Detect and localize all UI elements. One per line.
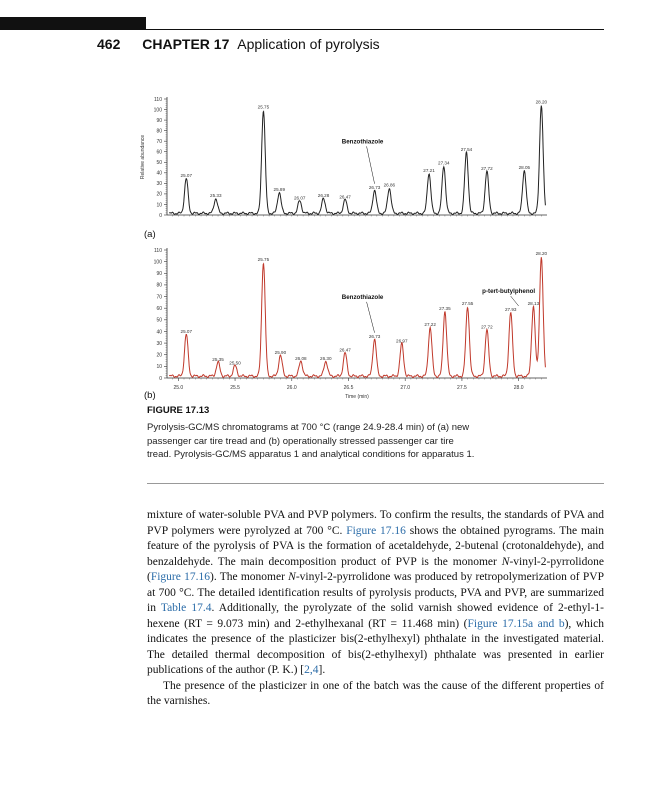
x-tick-label: 26.5	[343, 385, 354, 391]
peak-label: 28.20	[535, 251, 548, 257]
x-tick-label: 26.0	[286, 385, 297, 391]
y-tick-label: 10	[156, 202, 162, 209]
y-tick-label: 70	[156, 138, 162, 145]
peak-label: 26.28	[317, 193, 330, 199]
y-tick-label: 10	[156, 364, 162, 371]
italic-text: N	[501, 555, 510, 568]
peak-label: 27.55	[461, 301, 474, 307]
y-tick-label: 30	[156, 181, 162, 188]
y-tick-label: 60	[156, 149, 162, 156]
paragraph-2: The presence of the plasticizer in one of the batch was the cause of the different properties of the varnishes.	[147, 679, 604, 707]
peak-label: 27.35	[439, 305, 451, 311]
peak-label: 25.07	[180, 173, 193, 179]
chromatogram-trace	[169, 106, 545, 215]
x-tick-label: 25.5	[230, 385, 240, 391]
text-run: -vinyl-2-pyrrolidone (	[147, 555, 604, 583]
y-tick-label: 90	[156, 117, 162, 124]
y-tick-label: 90	[156, 271, 162, 278]
chapter-title: Application of pyrolysis	[237, 36, 380, 52]
x-axis-label: Time (min)	[345, 394, 369, 400]
text-run: ].	[318, 664, 326, 676]
y-tick-label: 70	[156, 294, 162, 301]
peak-annotation: p-tert-butylphenol	[482, 288, 536, 296]
caption-separator	[147, 483, 604, 484]
peak-label: 27.21	[423, 167, 435, 173]
y-tick-label: 80	[156, 128, 162, 135]
y-tick-label: 60	[156, 305, 162, 312]
y-tick-label: 50	[156, 160, 162, 167]
text-run: mixture of water-soluble PVA and PVP polymers. To confirm the results, the standards of PVA and PVP polymers were pyrolyzed at 700 °C.	[147, 509, 604, 537]
panel-label: (b)	[144, 390, 156, 400]
cross-reference-link[interactable]: Table 17.4	[160, 602, 212, 614]
chromatogram-trace	[169, 257, 545, 377]
peak-label: 26.08	[295, 355, 307, 361]
italic-text: N	[288, 571, 296, 583]
y-tick-label: 20	[156, 352, 162, 359]
peak-label: 27.34	[438, 160, 450, 166]
x-tick-label: 27.5	[457, 385, 467, 391]
peak-label: 28.13	[527, 301, 540, 307]
peak-label: 27.72	[481, 165, 493, 171]
peak-label: 27.22	[424, 322, 436, 328]
y-tick-label: 80	[156, 282, 162, 289]
peak-label: 25.89	[273, 186, 286, 192]
page-number: 462	[97, 36, 121, 52]
annotation-pointer	[511, 296, 519, 306]
text-run: shows the obtained pyrograms. The main feature of the pyrolysis of PVA is the formation of acetaldehyde, 2-butenal (crotonaldehyde), and benzaldehyde. The main decomposition product of PVP is the monomer	[147, 524, 604, 568]
y-tick-label: 50	[156, 317, 162, 324]
x-tick-label: 28.0	[513, 385, 524, 391]
y-axis-label: Relative abundance	[140, 134, 146, 180]
text-run: ), which indicates the presence of the plasticizer bis(2-ethylhexyl) phthalate in the investigated material. The detailed thermal decomposition of bis(2-ethylhexyl) phthalate was presented in earlier publications of the author (P. K.) [	[147, 617, 604, 676]
peak-label: 25.75	[257, 256, 270, 262]
text-run: ). The monomer	[209, 571, 289, 583]
figure-caption: Pyrolysis-GC/MS chromatograms at 700 °C (range 24.9-28.4 min) of (a) new passenger car tire tread and (b) operationally stressed passenger car tire tread. Pyrolysis-GC/MS apparatus 1 and analytical conditions for apparatus 1.	[147, 422, 475, 460]
body-text	[147, 508, 604, 710]
y-tick-label: 40	[156, 170, 162, 177]
peak-label: 26.30	[320, 355, 332, 361]
peak-label: 25.35	[212, 357, 224, 363]
y-tick-label: 0	[159, 375, 162, 382]
chapter-label: CHAPTER 17	[142, 36, 230, 52]
annotation-pointer	[367, 302, 375, 333]
x-tick-label: 25.0	[173, 385, 184, 391]
peak-label: 25.07	[180, 329, 193, 335]
y-tick-label: 40	[156, 329, 162, 336]
y-tick-label: 0	[159, 212, 162, 219]
peak-label: 25.50	[229, 360, 241, 366]
panel-label: (a)	[144, 229, 156, 240]
figure-label: FIGURE 17.13	[147, 405, 210, 416]
paragraph-1	[147, 508, 604, 679]
text-run: . Additionally, the pyrolyzate of the solid varnish showed evidence of 2-ethyl-1-hexene (RT = 9.073 min) and 2-ethylhexanal (RT = 11.468 min) (	[147, 602, 604, 630]
y-tick-label: 110	[154, 247, 162, 254]
cross-reference-link[interactable]: 2,4	[304, 664, 319, 676]
peak-label: 26.73	[368, 184, 381, 190]
peak-label: 26.97	[396, 338, 408, 344]
cross-reference-link[interactable]: Figure 17.16	[150, 571, 210, 583]
x-tick-label: 27.0	[400, 385, 411, 391]
annotation-pointer	[367, 146, 375, 184]
peak-label: 26.07	[293, 195, 306, 201]
peak-label: 25.90	[274, 350, 287, 356]
peak-label: 25.33	[210, 193, 222, 199]
peak-label: 27.54	[460, 146, 473, 152]
peak-label: 28.20	[535, 99, 548, 105]
cross-reference-link[interactable]: Figure 17.16	[346, 524, 406, 537]
peak-label: 26.47	[339, 347, 351, 353]
y-tick-label: 20	[156, 191, 162, 198]
peak-annotation: Benzothiazole	[341, 138, 384, 146]
y-tick-label: 100	[153, 107, 162, 114]
text-run: -vinyl-2-pyrrolidone was produced by retropolymerization of PVP at 700 °C. The detailed identification results of pyrolysis products, PVA and PVP, are summarized in	[147, 571, 604, 614]
peak-label: 26.47	[339, 194, 351, 200]
y-tick-label: 100	[153, 259, 162, 266]
peak-label: 27.72	[481, 324, 493, 330]
peak-label: 27.93	[504, 307, 517, 312]
peak-annotation: Benzothiazole	[341, 293, 384, 301]
peak-label: 26.73	[368, 333, 381, 339]
y-tick-label: 30	[156, 340, 162, 347]
cross-reference-link[interactable]: Figure 17.15a and b	[467, 617, 565, 630]
y-tick-label: 110	[154, 96, 162, 103]
peak-label: 25.75	[257, 104, 270, 110]
peak-label: 26.86	[383, 182, 396, 188]
peak-label: 28.05	[518, 164, 531, 170]
